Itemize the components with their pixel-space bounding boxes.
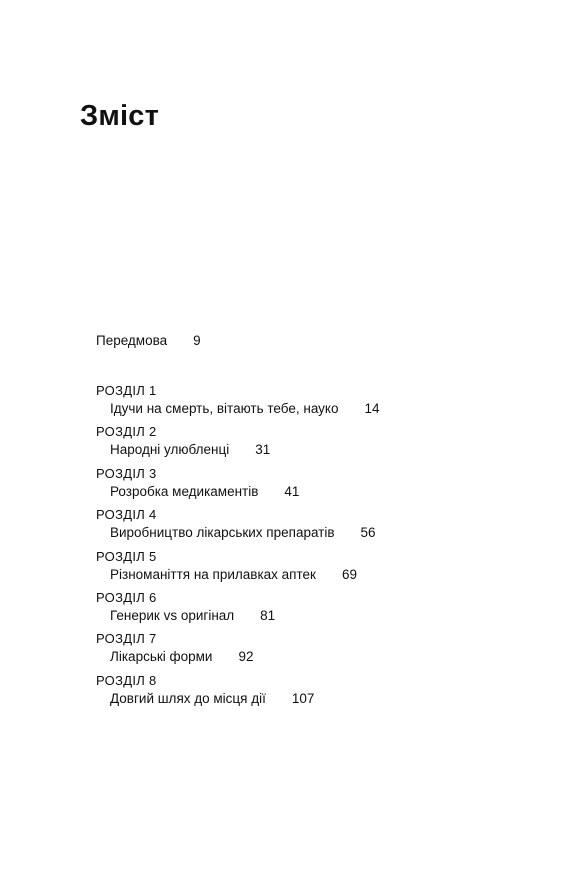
toc-page-number: 14 bbox=[364, 401, 380, 416]
toc-chapter[interactable] bbox=[96, 590, 380, 631]
toc-chapter[interactable] bbox=[96, 424, 380, 465]
chapter-label: РОЗДІЛ 8 bbox=[96, 672, 157, 688]
toc-page-number: 92 bbox=[238, 649, 254, 665]
toc-page-number: 81 bbox=[260, 607, 276, 623]
chapter-title: Народні улюбленці bbox=[110, 442, 230, 458]
toc-chapter[interactable] bbox=[96, 507, 380, 548]
toc-page-number: 41 bbox=[284, 483, 300, 499]
table-of-contents bbox=[96, 383, 380, 714]
toc-page-number: 107 bbox=[291, 690, 315, 706]
toc-chapter[interactable] bbox=[96, 673, 380, 714]
chapter-title: Виробництво лікарських препаратів bbox=[110, 525, 335, 541]
toc-page-number: 9 bbox=[193, 333, 201, 348]
toc-page-number: 56 bbox=[360, 525, 376, 541]
toc-chapter[interactable] bbox=[96, 383, 380, 424]
toc-chapter[interactable] bbox=[96, 549, 380, 590]
chapter-label: РОЗДІЛ 7 bbox=[96, 631, 157, 647]
chapter-title: Генерик vs оригінал bbox=[110, 607, 235, 623]
chapter-title: Розробка медикаментів bbox=[110, 483, 259, 499]
toc-chapter[interactable] bbox=[96, 466, 380, 507]
toc-entry-title: Передмова bbox=[96, 333, 168, 348]
chapter-label: РОЗДІЛ 1 bbox=[96, 383, 157, 398]
chapter-title: Довгий шлях до місця дії bbox=[110, 690, 266, 706]
toc-entry-preface[interactable] bbox=[96, 333, 201, 348]
chapter-label: РОЗДІЛ 2 bbox=[96, 424, 157, 440]
chapter-label: РОЗДІЛ 6 bbox=[96, 589, 157, 605]
chapter-label: РОЗДІЛ 5 bbox=[96, 548, 157, 564]
chapter-title: Різноманіття на прилавках аптек bbox=[110, 566, 316, 582]
toc-page-number: 69 bbox=[341, 566, 357, 582]
chapter-label: РОЗДІЛ 4 bbox=[96, 507, 157, 523]
toc-page-number: 31 bbox=[255, 442, 271, 458]
page-title: Зміст bbox=[80, 100, 160, 132]
chapter-title: Ідучи на смерть, вітають тебе, науко bbox=[110, 401, 339, 416]
chapter-title: Лікарські форми bbox=[110, 649, 213, 665]
chapter-label: РОЗДІЛ 3 bbox=[96, 465, 157, 481]
toc-chapter[interactable] bbox=[96, 631, 380, 672]
